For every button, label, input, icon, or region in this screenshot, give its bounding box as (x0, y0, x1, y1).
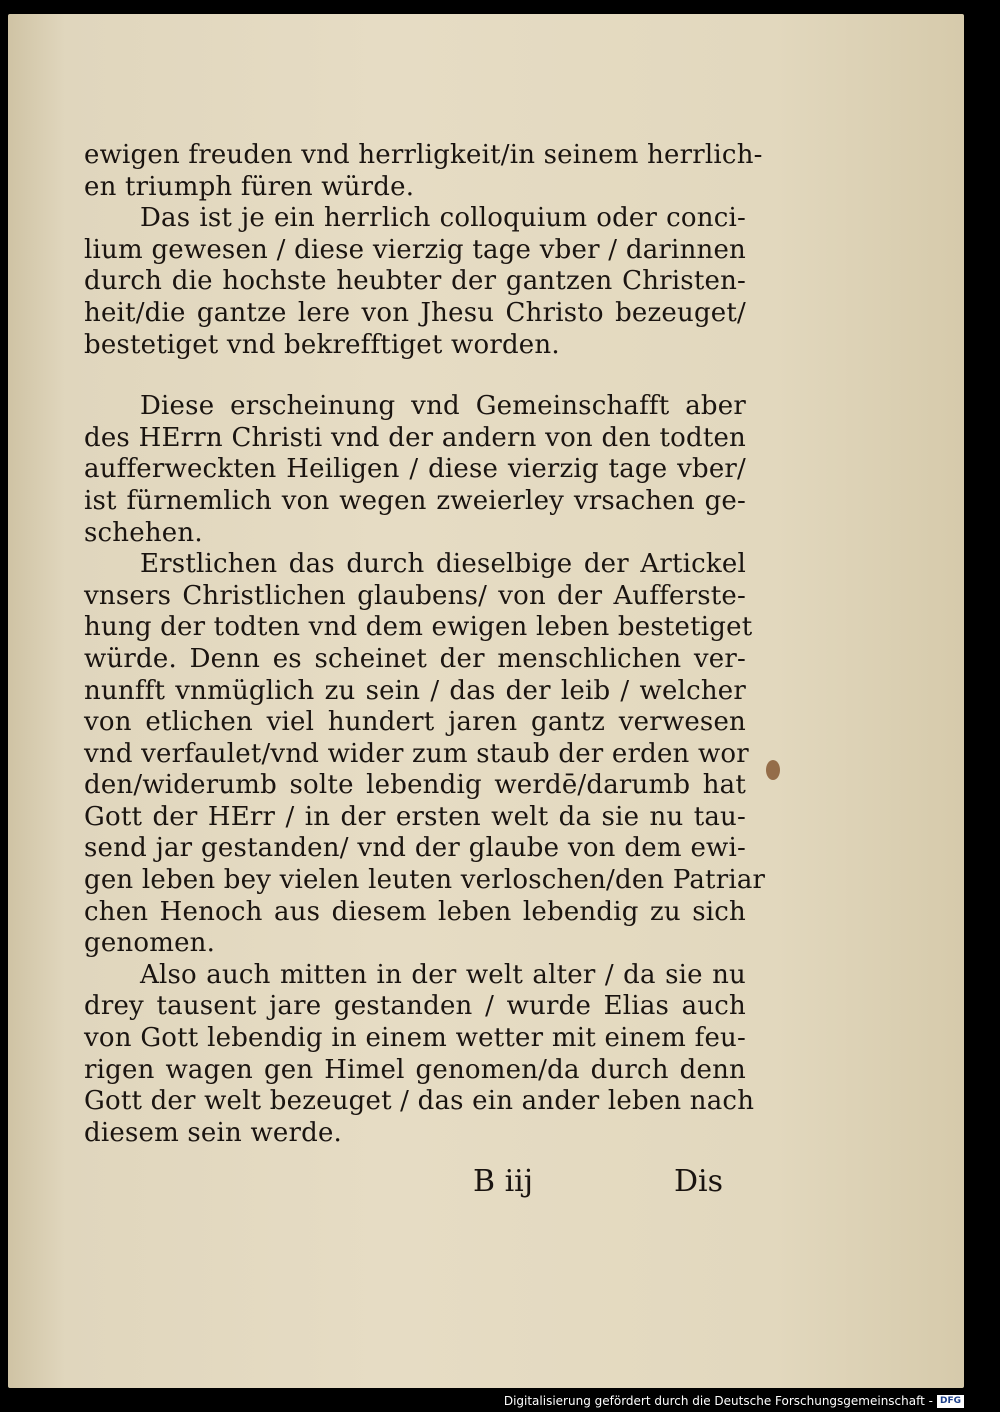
ink-stain (766, 760, 780, 780)
text-line: send jar gestanden/ vnd der glaube von dem ewi- (84, 833, 746, 864)
text-line: ewigen freuden vnd herrligkeit/in seinem herrlich- (84, 140, 763, 170)
text-line: Also auch mitten in der welt alter / da sie nu (140, 959, 746, 990)
signature-mark: B iij (473, 1164, 534, 1199)
text-line: würde. Denn es scheinet der menschlichen ver- (84, 643, 746, 674)
text-line: lium gewesen / diese vierzig tage vber / darinnen (84, 234, 746, 265)
text-line: heit/die gantze lere von Jhesu Christo bezeuget/ (84, 297, 746, 328)
text-line: hung der todten vnd dem ewigen leben bestetiget (84, 612, 753, 643)
text-line: chen Henoch aus diesem leben lebendig zu sich (84, 896, 746, 927)
text-line: bestetiget vnd bekrefftiget worden. (84, 329, 560, 360)
text-line: en triumph füren würde. (84, 171, 415, 202)
text-line: rigen wagen gen Himel genomen/da durch denn (84, 1054, 746, 1085)
text-line: diesem sein werde. (84, 1117, 343, 1148)
attribution-text: Digitalisierung gefördert durch die Deutsche Forschungsgemeinschaft - (503, 1394, 933, 1408)
text-line: durch die hochste heubter der gantzen Christen- (84, 266, 746, 297)
catchword: Dis (674, 1164, 724, 1199)
digitization-attribution (504, 1394, 964, 1408)
text-line: von etlichen viel hundert jaren gantz verwesen (84, 707, 746, 738)
text-line: ist fürnemlich von wegen zweierley vrsachen ge- (84, 485, 746, 516)
text-line: des HErrn Christi vnd der andern von den todten (84, 422, 746, 453)
page-text (84, 140, 766, 1149)
text-line: aufferweckten Heiligen / diese vierzig tage vber/ (84, 454, 746, 485)
text-line: Gott der HErr / in der ersten welt da sie nu tau- (84, 801, 746, 832)
book-page (8, 14, 964, 1388)
text-line: Das ist je ein herrlich colloquium oder conci- (140, 203, 746, 234)
text-line: von Gott lebendig in einem wetter mit einem feu- (84, 1023, 746, 1054)
text-line: Diese erscheinung vnd Gemeinschafft aber (140, 391, 746, 422)
text-line: vnsers Christlichen glaubens/ von der Aufferste- (84, 580, 746, 611)
text-line: gen leben bey vielen leuten verloschen/den Patriar (84, 865, 766, 896)
text-line: vnd verfaulet/vnd wider zum staub der erden wor (84, 738, 749, 769)
text-line: den/widerumb solte lebendig werdē/darumb hat (84, 770, 746, 801)
text-line: Erstlichen das durch dieselbige der Artickel (140, 549, 746, 580)
text-line: drey tausent jare gestanden / wurde Elias auch (84, 991, 746, 1022)
text-line: genomen. (84, 928, 216, 959)
dfg-logo-icon: DFG (937, 1395, 964, 1408)
text-line: nunfft vnmüglich zu sein / das der leib / welcher (84, 675, 746, 706)
text-line: schehen. (84, 517, 203, 548)
text-line: Gott der welt bezeuget / das ein ander leben nach (84, 1086, 755, 1117)
